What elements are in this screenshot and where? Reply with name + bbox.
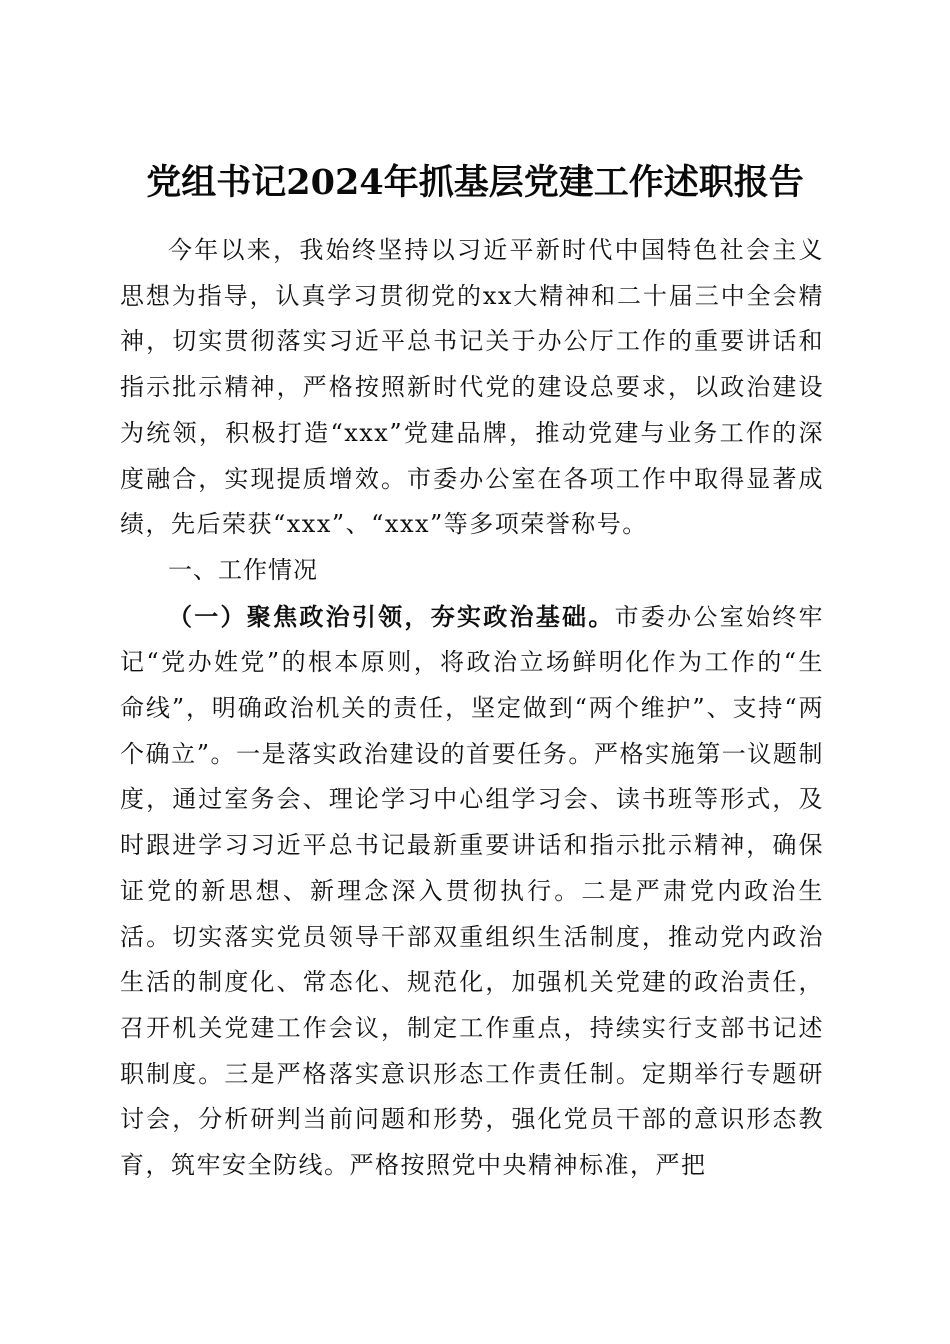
subsection-paragraph-political-guidance [120,594,824,1189]
intro-paragraph: 今年以来，我始终坚持以习近平新时代中国特色社会主义思想为指导，认真学习贯彻党的xx大精神和二十届三中全会精神，切实贯彻落实习近平总书记关于办公厅工作的重要讲话和指示批示精神，严格按照新时代党的建设总要求，以政治建设为统领，积极打造“xxx”党建品牌，推动党建与业务工作的深度融合，实现提质增效。市委办公室在各项工作中取得显著成绩，先后荣获“xxx”、“xxx”等多项荣誉称号。 [120,236,824,539]
document-body [120,228,824,1189]
document-title: 党组书记2024年抓基层党建工作述职报告 [146,162,804,204]
subsection-lead: （一）聚焦政治引领，夯实政治基础。 [168,601,615,631]
subsection-body: 市委办公室始终牢记“党办姓党”的根本原则，将政治立场鲜明化作为工作的“生命线”，明确政治机关的责任，坚定做到“两个维护”、支持“两个确立”。一是落实政治建设的首要任务。严格实施第一议题制度，通过室务会、理论学习中心组学习会、读书班等形式，及时跟进学习习近平总书记最新重要讲话和指示批示精神，确保证党的新思想、新理念深入贯彻执行。二是严肃党内政治生活。切实落实党员领导干部双重组织生活制度，推动党内政治生活的制度化、常态化、规范化，加强机关党建的政治责任，召开机关党建工作会议，制定工作重点，持续实行支部书记述职制度。三是严格落实意识形态工作责任制。定期举行专题研讨会，分析研判当前问题和形势，强化党员干部的意识形态教育，筑牢安全防线。严格按照党中央精神标准，严把 [120,602,825,1180]
section-heading-work-status: 一、工作情况 [168,555,318,584]
